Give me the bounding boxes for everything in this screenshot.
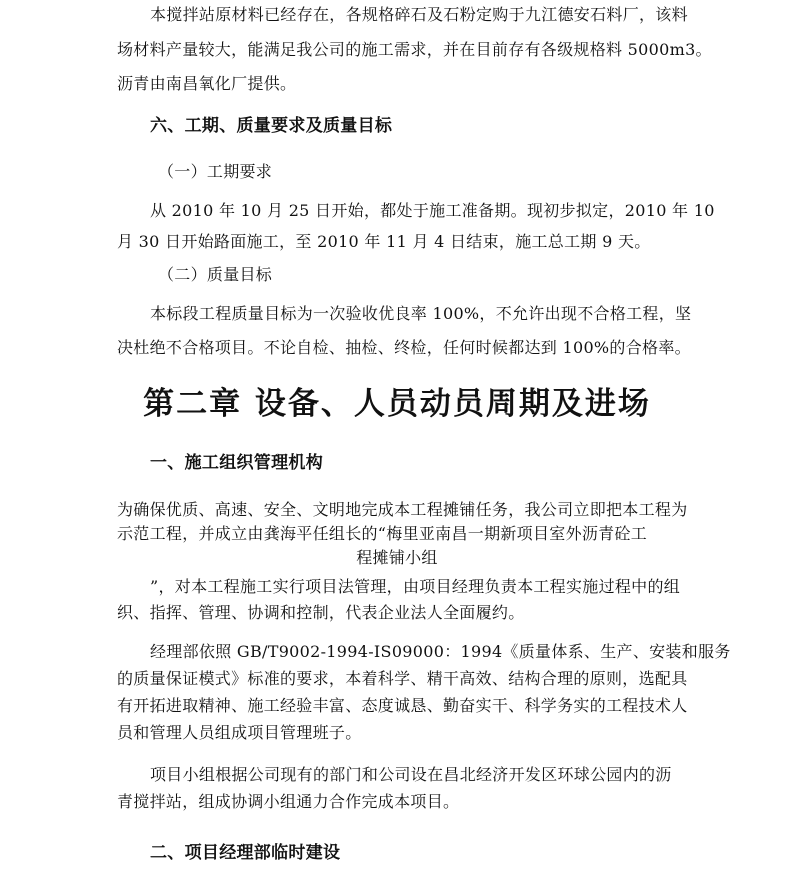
intro-line-3: 沥青由南昌氧化厂提供。 xyxy=(117,74,297,93)
subsection-schedule-heading: （一）工期要求 xyxy=(158,162,273,181)
intro-line-2: 场材料产量较大，能满足我公司的施工需求，并在目前存有各级规格料 5000m3。 xyxy=(117,40,712,59)
chapter-2-title: 第二章 设备、人员动员周期及进场 xyxy=(143,386,651,422)
org-para-1-line-3: 程摊铺小组 xyxy=(356,548,438,567)
org-para-3-line-3: 有开拓进取精神、施工经验丰富、态度诚恳、勤奋实干、科学务实的工程技术人 xyxy=(117,696,688,715)
org-para-2-line-1: ”，对本工程施工实行项目法管理，由项目经理负责本工程实施过程中的组 xyxy=(150,577,681,596)
intro-line-1: 本搅拌站原材料已经存在，各规格碎石及石粉定购于九江德安石料厂，该料 xyxy=(150,5,688,24)
schedule-line-2: 月 30 日开始路面施工，至 2010 年 11 月 4 日结束，施工总工期 9 天。 xyxy=(117,232,651,251)
org-para-4-line-1: 项目小组根据公司现有的部门和公司设在昌北经济开发区环球公园内的沥 xyxy=(150,765,672,784)
org-para-1-line-1: 为确保优质、高速、安全、文明地完成本工程摊铺任务，我公司立即把本工程为 xyxy=(117,500,688,519)
schedule-line-1: 从 2010 年 10 月 25 日开始，都处于施工准备期。现初步拟定，2010 年 10 xyxy=(150,201,715,220)
quality-line-1: 本标段工程质量目标为一次验收优良率 100%，不允许出现不合格工程，坚 xyxy=(150,304,692,323)
subsection-quality-heading: （二）质量目标 xyxy=(158,265,273,284)
section-1-heading: 一、施工组织管理机构 xyxy=(150,453,323,473)
section-6-heading: 六、工期、质量要求及质量目标 xyxy=(150,116,393,136)
org-para-3-line-2: 的质量保证模式》标准的要求，本着科学、精干高效、结构合理的原则，选配具 xyxy=(117,669,688,688)
org-para-2-line-2: 织、指挥、管理、协调和控制，代表企业法人全面履约。 xyxy=(117,603,525,622)
org-para-3-line-1: 经理部依照 GB/T9002-1994-IS09000：1994《质量体系、生产、安装和服务 xyxy=(150,642,731,661)
quality-line-2: 决杜绝不合格项目。不论自检、抽检、终检，任何时候都达到 100%的合格率。 xyxy=(117,338,691,357)
section-2-heading: 二、项目经理部临时建设 xyxy=(150,843,341,863)
org-para-4-line-2: 青搅拌站，组成协调小组通力合作完成本项目。 xyxy=(117,792,460,811)
org-para-1-line-2: 示范工程，并成立由龚海平任组长的“梅里亚南昌一期新项目室外沥青砼工 xyxy=(117,524,648,543)
org-para-3-line-4: 员和管理人员组成项目管理班子。 xyxy=(117,723,362,742)
